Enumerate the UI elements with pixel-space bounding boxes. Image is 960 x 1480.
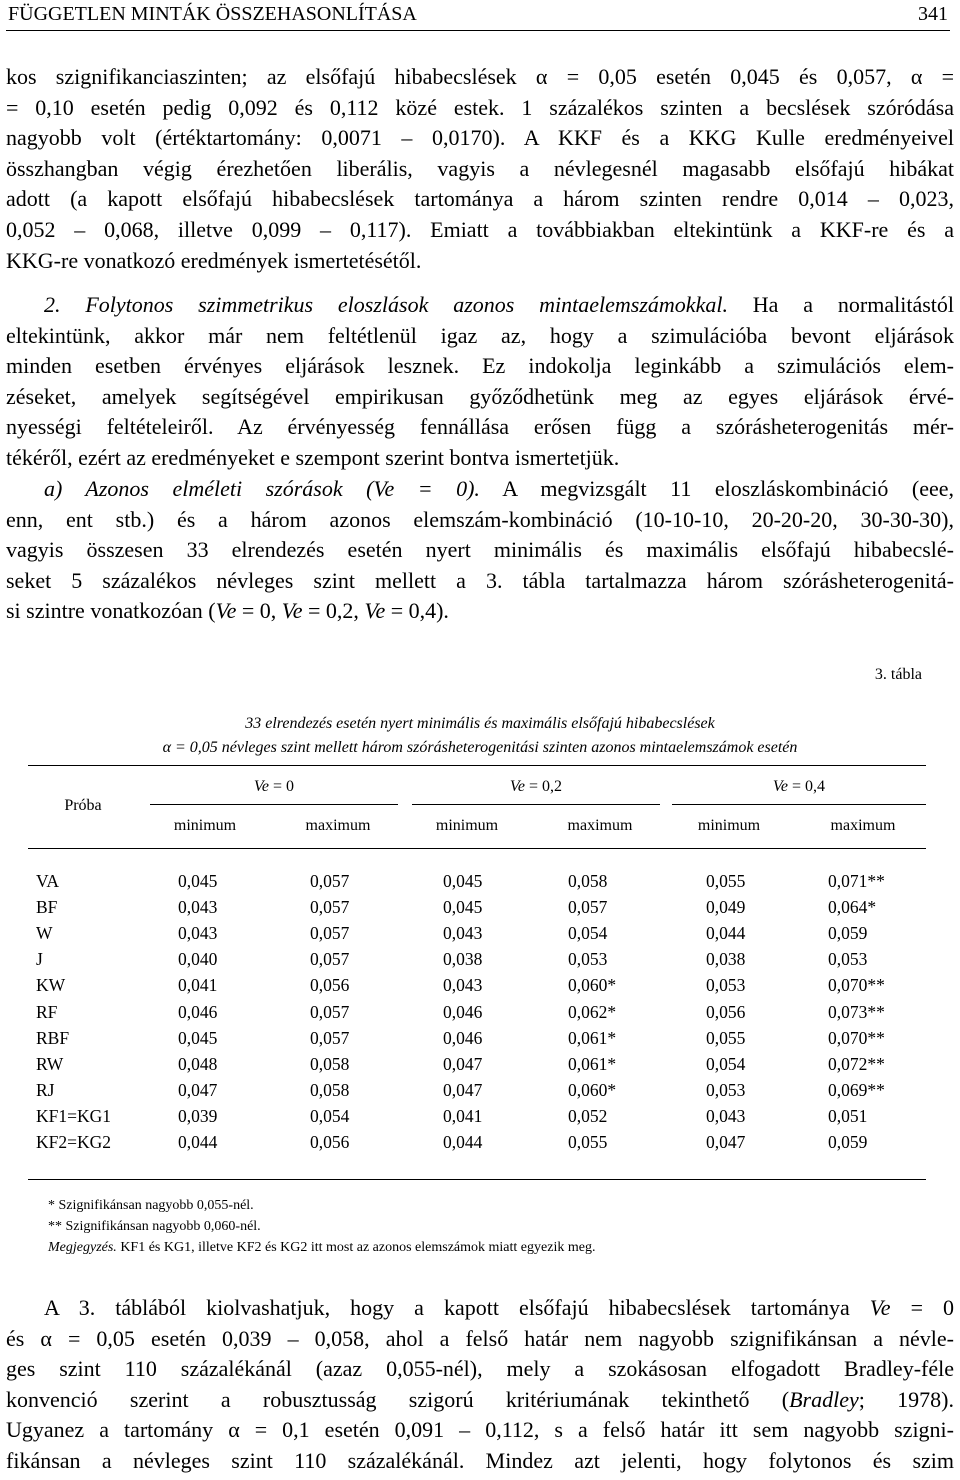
cell-proba: KF2=KG2 <box>36 1132 112 1152</box>
ve0-maximum: 0,054 <box>310 1105 350 1126</box>
ve0-minimum: 0,041 <box>178 975 218 996</box>
ve0-minimum: 0,043 <box>178 923 218 944</box>
table-footnote-3 <box>48 1239 595 1257</box>
citation-author: Bradley <box>789 1386 859 1412</box>
ve0-maximum: 0,058 <box>310 1079 350 1100</box>
cell-proba: KW <box>36 975 66 996</box>
section-heading: 2. Folytonos szimmetrikus eloszlások azonos mintaelemszámokkal. <box>44 292 728 317</box>
ve02-minimum: 0,038 <box>443 949 483 970</box>
paragraph-1 <box>6 62 954 276</box>
cell-proba: J <box>36 949 43 970</box>
ve02-maximum: 0,052 <box>568 1105 608 1126</box>
ve02-maximum: 0,062* <box>568 1001 617 1022</box>
text-run: = 0 <box>890 1295 954 1320</box>
cell-proba: RF <box>36 1001 58 1022</box>
ve02-minimum: 0,045 <box>443 871 483 891</box>
ve-symbol: Ve <box>253 778 270 795</box>
ve04-minimum: 0,043 <box>706 1105 746 1126</box>
text-line: eltekintünk, akkor már nem feltétlenül igaz az, hogy a szimulációba bevont eljárások <box>6 322 954 348</box>
text-line: seket 5 százalékos névleges szint mellett a 3. tábla tartalmazza három szórásheterogenitá- <box>6 567 954 593</box>
group-header-ve-02 <box>412 778 660 796</box>
text-line: tékéről, ezért az eredményeket e szempont szerint bontva ismertetjük. <box>6 444 620 470</box>
text-run: ; 1978). <box>858 1386 954 1412</box>
running-header <box>6 0 950 31</box>
ve0-maximum: 0,057 <box>310 1001 350 1022</box>
note-label: Megjegyzés. <box>48 1240 117 1255</box>
ve-symbol: Ve <box>509 778 526 795</box>
ve02-maximum: 0,060* <box>568 975 617 996</box>
subheader-maximum: maximum <box>567 817 633 834</box>
cell-proba: RW <box>36 1053 64 1074</box>
group-rule-ve-02 <box>412 804 660 805</box>
ve02-minimum: 0,043 <box>443 923 483 944</box>
ve04-minimum: 0,044 <box>706 923 746 944</box>
text-line: = 0,10 esetén pedig 0,092 és 0,112 közé estek. 1 százalékos szinten a becslések szóródása <box>6 94 954 120</box>
text-line: adott (a kapott elsőfajú hibabecslések tartománya a három szinten rendre 0,014 – 0,023, <box>6 186 954 212</box>
ve0-minimum: 0,048 <box>178 1053 218 1074</box>
cell-proba: RBF <box>36 1027 70 1048</box>
ve0-minimum: 0,040 <box>178 949 218 970</box>
ve0-maximum: 0,058 <box>310 1053 350 1074</box>
ve-symbol: Ve <box>364 598 386 624</box>
ve02-minimum: 0,046 <box>443 1027 483 1048</box>
page-number: 341 <box>918 3 948 25</box>
text-run: KF1 és KG1, illetve KF2 és KG2 itt most az azonos elemszámok miatt egyezik meg. <box>116 1240 596 1255</box>
text-line: KKG-re vonatkozó eredmények ismertetésétől. <box>6 247 422 273</box>
subsection-heading: a) Azonos elméleti szórások (Ve = 0). <box>44 476 480 501</box>
ve0-minimum: 0,039 <box>178 1105 218 1126</box>
group-rule-ve-04 <box>672 804 926 805</box>
text-line: minden esetben érvényes eljárások lesznek. Ez indokolja leginkább a szimulációs elem- <box>6 353 954 379</box>
ve04-maximum: 0,072** <box>828 1053 885 1074</box>
ve04-minimum: 0,047 <box>706 1132 746 1152</box>
ve04-maximum: 0,070** <box>828 975 885 996</box>
text-line <box>6 596 954 627</box>
ve04-minimum: 0,054 <box>706 1053 746 1074</box>
text-run: = 0,2, <box>302 598 365 624</box>
ve04-maximum: 0,053 <box>828 949 868 970</box>
text-run: = 0, <box>236 598 282 624</box>
text-line <box>6 474 954 505</box>
ve0-minimum: 0,044 <box>178 1132 218 1152</box>
ve0-minimum: 0,045 <box>178 871 218 891</box>
column-header-proba: Próba <box>64 797 102 814</box>
text-run: A 3. táblából kiolvashatjuk, hogy a kapott elsőfajú hibabecslések tartománya <box>44 1295 870 1320</box>
ve04-maximum: 0,051 <box>828 1105 868 1126</box>
ve0-maximum: 0,057 <box>310 1027 350 1048</box>
text-run: si szintre vonatkozóan ( <box>6 598 216 624</box>
cell-proba: VA <box>36 871 60 891</box>
cell-proba: BF <box>36 897 58 918</box>
subheader-maximum: maximum <box>830 817 896 834</box>
text-run: = 0,4). <box>385 598 449 624</box>
ve04-minimum: 0,038 <box>706 949 746 970</box>
table-header-rule <box>28 848 926 849</box>
text-line <box>6 1385 954 1416</box>
text-line <box>6 1293 954 1324</box>
ve04-maximum: 0,070** <box>828 1027 885 1048</box>
paragraph-2 <box>6 290 954 474</box>
paragraph-4 <box>6 1293 954 1477</box>
ve04-minimum: 0,053 <box>706 1079 746 1100</box>
text-line: összhangban végig érezhetően liberális, vagyis a névlegesnél magasabb elsőfajú hibákat <box>6 155 954 181</box>
ve02-minimum: 0,047 <box>443 1079 483 1100</box>
text-line <box>6 290 954 321</box>
text-run: = 0,4 <box>788 778 826 795</box>
ve02-minimum: 0,045 <box>443 897 483 918</box>
ve04-maximum: 0,071** <box>828 871 885 891</box>
text-line: kos szignifikanciaszinten; az elsőfajú hibabecslések α = 0,05 esetén 0,045 és 0,057, α = <box>6 64 954 89</box>
ve04-maximum: 0,069** <box>828 1079 885 1100</box>
text-run: = 0,2 <box>525 778 563 795</box>
ve0-minimum: 0,046 <box>178 1001 218 1022</box>
text-line: zéseket, amelyek segítségével empirikusan győződhetünk meg az egyes eljárások érvé- <box>6 383 954 409</box>
ve0-maximum: 0,057 <box>310 871 350 891</box>
ve02-minimum: 0,044 <box>443 1132 483 1152</box>
subheader-minimum: minimum <box>697 817 761 834</box>
group-header-ve-0 <box>150 778 398 796</box>
ve02-minimum: 0,043 <box>443 975 483 996</box>
text-run: A megvizsgált 11 eloszláskombináció (eee, <box>479 476 954 501</box>
ve-symbol: Ve <box>869 1295 891 1320</box>
ve02-maximum: 0,060* <box>568 1079 617 1100</box>
cell-proba: RJ <box>36 1079 55 1100</box>
ve02-minimum: 0,047 <box>443 1053 483 1074</box>
text-line: nagyobb volt (értéktartomány: 0,0071 – 0,0170). A KKF és a KKG Kulle eredményeivel <box>6 125 954 151</box>
ve-symbol: Ve <box>215 598 237 624</box>
table-title-line-1: 33 elrendezés esetén nyert minimális és maximális elsőfajú hibabecslések <box>245 715 715 732</box>
table-label: 3. tábla <box>874 666 922 683</box>
ve02-minimum: 0,046 <box>443 1001 483 1022</box>
ve0-maximum: 0,057 <box>310 923 350 944</box>
table-footnote-2: ** Szignifikánsan nagyobb 0,060-nél. <box>48 1219 261 1234</box>
group-header-ve-04 <box>672 778 926 796</box>
ve04-maximum: 0,064* <box>828 897 877 918</box>
table-title-line-2: α = 0,05 névleges szint mellett három szórásheterogenitási szinten azonos mintaelemszámok esetén <box>162 739 798 756</box>
ve02-maximum: 0,057 <box>568 897 608 918</box>
subheader-minimum: minimum <box>435 817 499 834</box>
ve04-minimum: 0,055 <box>706 871 746 891</box>
ve0-minimum: 0,043 <box>178 897 218 918</box>
ve02-maximum: 0,058 <box>568 871 608 891</box>
ve0-minimum: 0,045 <box>178 1027 218 1048</box>
ve02-maximum: 0,054 <box>568 923 608 944</box>
ve04-maximum: 0,059 <box>828 923 868 944</box>
ve04-maximum: 0,059 <box>828 1132 868 1152</box>
text-line: fikánsan a névleges szint 110 százalékánál. Mindez azt jelenti, hogy folytonos és szim <box>6 1447 954 1473</box>
text-line: és α = 0,05 esetén 0,039 – 0,058, ahol a felső határ nem nagyobb szignifikánsan a névle- <box>6 1325 954 1351</box>
ve02-minimum: 0,041 <box>443 1105 483 1126</box>
cell-proba: KF1=KG1 <box>36 1105 112 1126</box>
text-line: enn, ent stb.) és a három azonos elemszám-kombináció (10-10-10, 20-20-20, 30-30-30), <box>6 506 954 532</box>
ve04-maximum: 0,073** <box>828 1001 885 1022</box>
ve0-maximum: 0,056 <box>310 975 350 996</box>
text-line: nyességi feltételeiről. Az érvényesség fennállása erősen függ a szórásheterogenitás mér- <box>6 414 954 440</box>
text-line: 0,052 – 0,068, illetve 0,099 – 0,117). Emiatt a továbbiakban eltekintünk a KKF-re és a <box>6 216 954 242</box>
table-bottom-rule <box>28 1179 926 1180</box>
ve04-minimum: 0,056 <box>706 1001 746 1022</box>
ve02-maximum: 0,053 <box>568 949 608 970</box>
ve0-maximum: 0,057 <box>310 949 350 970</box>
subheader-minimum: minimum <box>173 817 237 834</box>
ve0-minimum: 0,047 <box>178 1079 218 1100</box>
ve04-minimum: 0,049 <box>706 897 746 918</box>
table-footnote-1: * Szignifikánsan nagyobb 0,055-nél. <box>48 1198 254 1213</box>
ve04-minimum: 0,053 <box>706 975 746 996</box>
cell-proba: W <box>36 923 53 944</box>
table-top-rule <box>28 765 926 766</box>
ve-symbol: Ve <box>281 598 303 624</box>
ve02-maximum: 0,061* <box>568 1053 617 1074</box>
text-run: konvenció szerint a robusztusság szigorú kritériumának tekinthető ( <box>6 1386 790 1412</box>
ve02-maximum: 0,055 <box>568 1132 608 1152</box>
text-line: ges szint 110 százalékánál (azaz 0,055-nél), mely a szokásosan elfogadott Bradley-féle <box>6 1356 954 1382</box>
running-title: FÜGGETLEN MINTÁK ÖSSZEHASONLÍTÁSA <box>8 3 417 25</box>
subheader-maximum: maximum <box>305 817 371 834</box>
text-line: Ugyanez a tartomány α = 0,1 esetén 0,091 – 0,112, s a felső határ itt sem nagyobb szigni- <box>6 1417 954 1443</box>
text-run: Ha a normalitástól <box>727 292 954 317</box>
text-line: vagyis összesen 33 elrendezés esetén nyert minimális és maximális elsőfajú hibabecslé- <box>6 537 954 563</box>
ve0-maximum: 0,056 <box>310 1132 350 1152</box>
ve04-minimum: 0,055 <box>706 1027 746 1048</box>
group-rule-ve-0 <box>150 804 398 805</box>
ve-symbol: Ve <box>772 778 789 795</box>
text-run: = 0 <box>269 778 295 795</box>
ve02-maximum: 0,061* <box>568 1027 617 1048</box>
paragraph-3 <box>6 474 954 627</box>
ve0-maximum: 0,057 <box>310 897 350 918</box>
